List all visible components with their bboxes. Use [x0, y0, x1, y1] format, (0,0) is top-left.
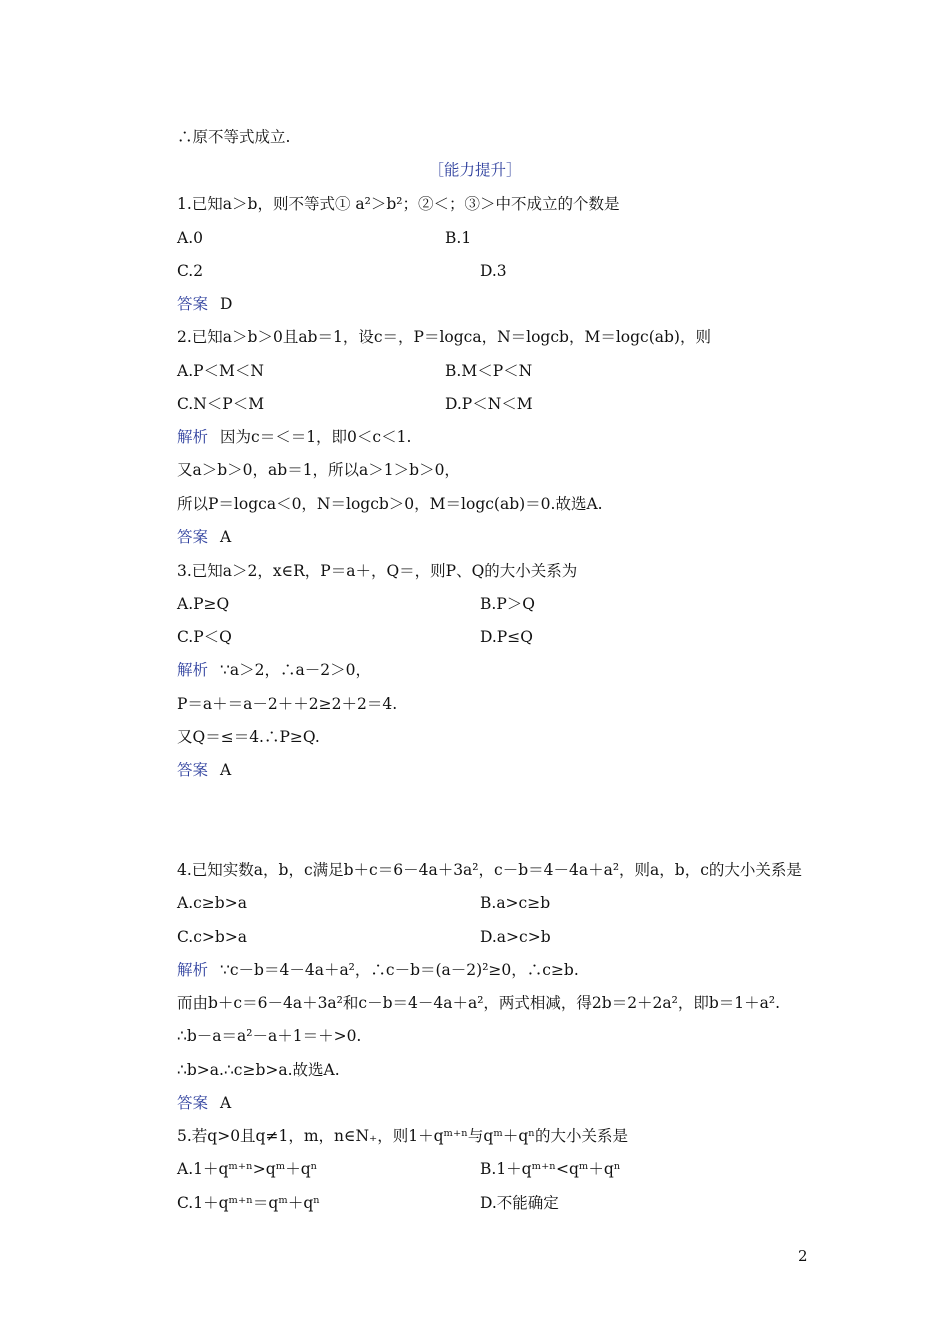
answer-value: A	[220, 1094, 232, 1112]
q3-analysis-2: P＝a＋＝a－2＋＋2≥2＋2＝4.	[177, 695, 398, 713]
q4-option-b: B.a>c≥b	[480, 894, 551, 912]
q2-option-c: C.N＜P＜M	[177, 395, 265, 413]
section-title: ［能力提升］	[428, 161, 522, 179]
analysis-text: 因为c＝＜＝1，即0＜c＜1.	[220, 428, 412, 446]
q4-option-a: A.c≥b>a	[177, 894, 247, 912]
q1-option-c: C.2	[177, 262, 204, 280]
question-1: 1.已知a＞b，则不等式① a²＞b²；②＜；③＞中不成立的个数是	[177, 195, 620, 213]
q2-answer	[177, 527, 231, 547]
question-2: 2.已知a＞b＞0且ab＝1，设c＝，P＝logca，N＝logcb，M＝logc(ab)，则	[177, 328, 711, 346]
answer-label: 答案	[177, 295, 209, 313]
q4-analysis-2: 而由b＋c＝6－4a＋3a²和c－b＝4－4a＋a²，两式相减，得2b＝2＋2a²，即b＝1＋a².	[177, 994, 781, 1012]
q2-analysis-3: 所以P＝logca＜0，N＝logcb＞0，M＝logc(ab)＝0.故选A.	[177, 495, 603, 513]
analysis-label: 解析	[177, 961, 209, 979]
q3-option-b: B.P＞Q	[480, 595, 535, 613]
q3-analysis-3: 又Q＝≤＝4.∴P≥Q.	[177, 728, 320, 746]
q4-option-c: C.c>b>a	[177, 928, 248, 946]
q2-analysis-1	[177, 427, 411, 447]
analysis-label: 解析	[177, 661, 209, 679]
q1-option-d: D.3	[480, 262, 507, 280]
analysis-label: 解析	[177, 428, 209, 446]
q2-analysis-2: 又a＞b＞0，ab＝1，所以a＞1＞b＞0，	[177, 461, 460, 479]
q3-analysis-1	[177, 660, 371, 680]
q3-option-c: C.P＜Q	[177, 628, 232, 646]
analysis-text: ∵c－b＝4－4a＋a²，∴c－b＝(a－2)²≥0，∴c≥b.	[220, 961, 579, 979]
question-4: 4.已知实数a，b，c满足b＋c＝6－4a＋3a²，c－b＝4－4a＋a²，则a，b，c的大小关系是	[177, 861, 802, 879]
q1-option-b: B.1	[445, 229, 472, 247]
q4-answer	[177, 1093, 231, 1113]
q3-answer	[177, 760, 231, 780]
question-3: 3.已知a＞2，x∈R，P＝a＋，Q＝，则P、Q的大小关系为	[177, 562, 578, 580]
q2-option-a: A.P＜M＜N	[177, 362, 264, 380]
q2-option-b: B.M＜P＜N	[445, 362, 533, 380]
q1-answer	[177, 294, 232, 314]
q4-analysis-3: ∴b－a＝a²－a＋1＝＋>0.	[177, 1027, 362, 1045]
question-5: 5.若q>0且q≠1，m，n∈N₊，则1＋qᵐ⁺ⁿ与qᵐ＋qⁿ的大小关系是	[177, 1127, 628, 1145]
q5-option-b: B.1＋qᵐ⁺ⁿ<qᵐ＋qⁿ	[480, 1160, 621, 1178]
q3-option-a: A.P≥Q	[177, 595, 230, 613]
analysis-text: ∵a＞2，∴a－2＞0，	[220, 661, 371, 679]
q4-option-d: D.a>c>b	[480, 928, 551, 946]
page-number: 2	[798, 1247, 808, 1265]
answer-value: A	[220, 761, 232, 779]
q2-option-d: D.P＜N＜M	[445, 395, 533, 413]
answer-value: A	[220, 528, 232, 546]
q4-analysis-4: ∴b>a.∴c≥b>a.故选A.	[177, 1061, 340, 1079]
q1-option-a: A.0	[177, 229, 203, 247]
q5-option-a: A.1＋qᵐ⁺ⁿ>qᵐ＋qⁿ	[177, 1160, 318, 1178]
answer-value: D	[220, 295, 233, 313]
answer-label: 答案	[177, 1094, 209, 1112]
q3-option-d: D.P≤Q	[480, 628, 533, 646]
q4-analysis-1	[177, 960, 579, 980]
q5-option-d: D.不能确定	[480, 1194, 559, 1212]
answer-label: 答案	[177, 761, 209, 779]
answer-label: 答案	[177, 528, 209, 546]
conclusion-line: ∴原不等式成立.	[177, 128, 291, 146]
q5-option-c: C.1＋qᵐ⁺ⁿ＝qᵐ＋qⁿ	[177, 1194, 320, 1212]
